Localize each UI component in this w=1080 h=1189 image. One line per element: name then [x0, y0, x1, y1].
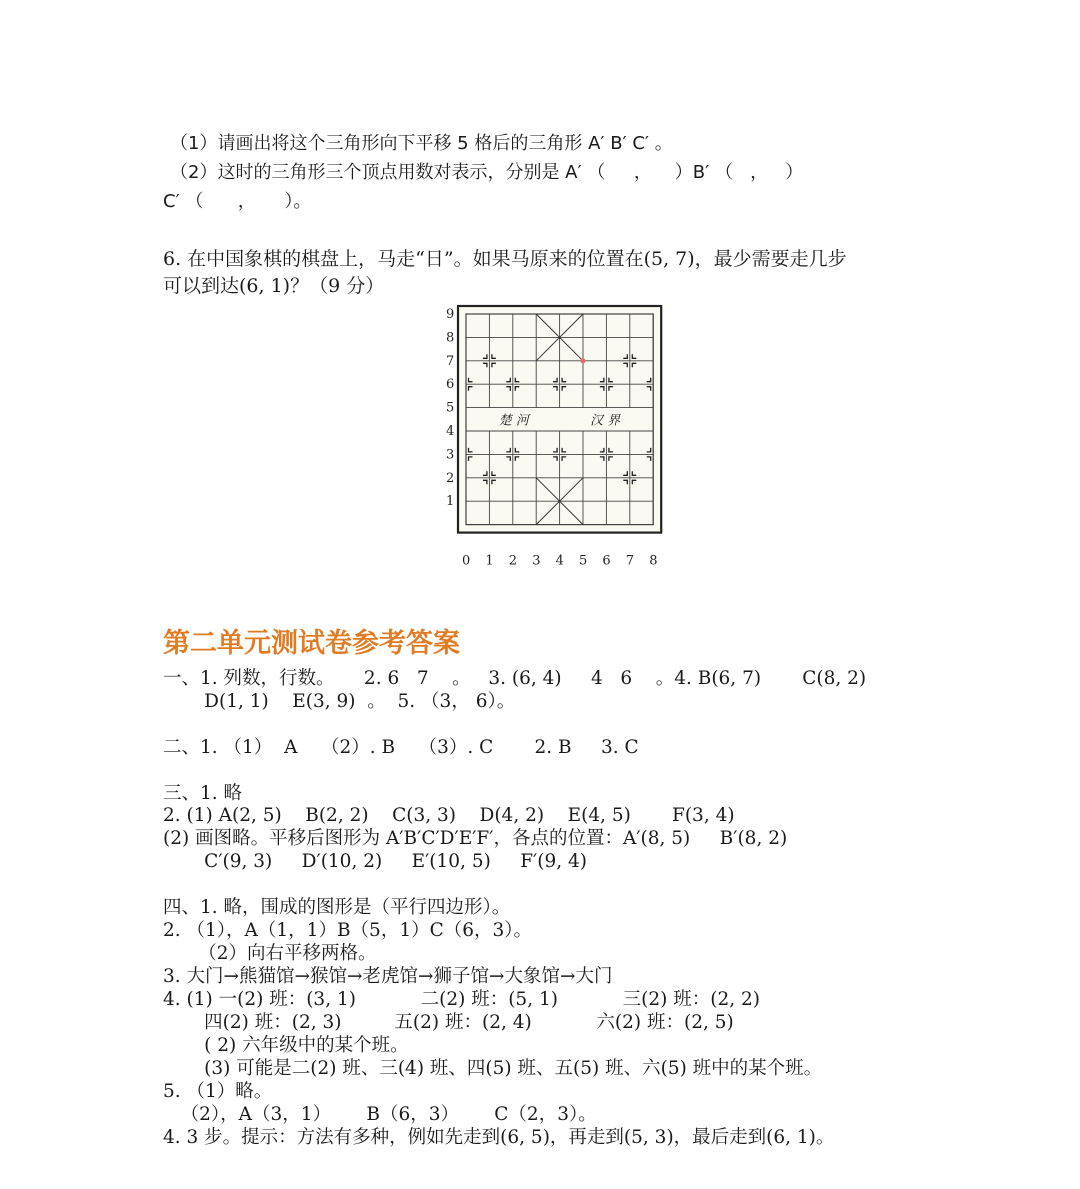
horse-position-dot — [581, 358, 586, 363]
answer-s3-line-2: 2. (1) A(2, 5) B(2, 2) C(3, 3) D(4, 2) E(4, 5) F(3, 4) — [163, 805, 735, 826]
x-tick-label: 7 — [625, 553, 635, 569]
answer-s5-line-2: （2），A（3，1） B（6，3） C（2，3）。 — [163, 1104, 597, 1125]
answer-s4-line-3: （2）向右平移两格。 — [163, 943, 377, 964]
answer-s4-line-6: 四(2) 班：(2, 3) 五(2) 班：(2, 4) 六(2) 班：(2, 5) — [163, 1012, 734, 1033]
q5-line-3: C′ （ ， ）。 — [163, 191, 312, 212]
y-tick-label: 4 — [446, 424, 455, 439]
chess-board-svg — [436, 302, 672, 569]
y-tick-label: 5 — [446, 400, 455, 416]
y-tick-label: 1 — [446, 494, 455, 510]
answer-s2-line-1: 二、1. （1） A （2）. B （3）. C 2. B 3. C — [163, 737, 639, 758]
y-tick-label: 8 — [446, 330, 455, 346]
answer-s5-line-1: 5. （1）略。 — [163, 1081, 273, 1102]
answer-s4-line-7: ( 2) 六年级中的某个班。 — [163, 1035, 409, 1056]
y-tick-label: 7 — [446, 353, 455, 369]
x-tick-label: 2 — [508, 553, 518, 569]
answer-s3-line-4: C′(9, 3) D′(10, 2) E′(10, 5) F′(9, 4) — [163, 851, 587, 872]
chess-board — [436, 302, 672, 569]
x-tick-label: 8 — [649, 553, 658, 569]
river-right-text: 汉 界 — [590, 413, 621, 429]
x-tick-label: 1 — [485, 553, 494, 569]
x-tick-label: 5 — [579, 553, 588, 569]
answer-s3-line-1: 三、1. 略 — [163, 783, 243, 804]
q5-line-2: （2）这时的三角形三个顶点用数对表示，分别是 A′ （ ， ）B′ （ ， ） — [170, 162, 804, 183]
y-tick-label: 3 — [446, 447, 455, 463]
x-tick-label: 3 — [532, 553, 541, 569]
q6-line-1: 6. 在中国象棋的棋盘上，马走“日”。如果马原来的位置在(5, 7)，最少需要走几步 — [163, 248, 847, 270]
x-tick-label: 4 — [555, 553, 564, 569]
answer-s4-line-1: 四、1. 略，围成的图形是（平行四边形）。 — [163, 897, 511, 918]
x-tick-label: 0 — [462, 553, 471, 569]
x-tick-label: 6 — [602, 553, 611, 569]
q6-line-2: 可以到达(6, 1)？（9 分） — [163, 275, 385, 297]
answer-s4-line-5: 4. (1) 一(2) 班：(3, 1) 二(2) 班：(5, 1) 三(2) 班：(2, 2) — [163, 989, 760, 1010]
answer-s4-line-8: (3) 可能是二(2) 班、三(4) 班、四(5) 班、五(5) 班、六(5) 班中的某个班。 — [163, 1058, 823, 1079]
q5-line-1: （1）请画出将这个三角形向下平移 5 格后的三角形 A′ B′ C′ 。 — [170, 133, 673, 154]
answer-s3-line-3: (2) 画图略。平移后图形为 A′B′C′D′E′F′，各点的位置：A′(8, 5) B′(8, 2) — [163, 828, 788, 849]
answer-s6-line-1: 4. 3 步。提示：方法有多种，例如先走到(6, 5)，再走到(5, 3)，最后走到(6, 1)。 — [163, 1127, 835, 1148]
y-tick-label: 9 — [446, 307, 455, 322]
answer-s4-line-2: 2. （1），A（1，1）B（5，1）C（6，3）。 — [163, 920, 533, 941]
y-tick-label: 2 — [446, 470, 455, 486]
answer-s1-line-1: 一、1. 列数，行数。 2. 6 7 。 3. (6, 4) 4 6 。4. B(6, 7) C(8, 2) — [163, 668, 867, 689]
answer-s4-line-4: 3. 大门→熊猫馆→猴馆→老虎馆→狮子馆→大象馆→大门 — [163, 966, 613, 987]
river-left-text: 楚 河 — [498, 413, 529, 429]
y-tick-label: 6 — [446, 377, 455, 393]
answers-title: 第二单元测试卷参考答案 — [163, 628, 460, 659]
answer-s1-line-2: D(1, 1) E(3, 9) 。 5. （3， 6）。 — [163, 691, 516, 712]
